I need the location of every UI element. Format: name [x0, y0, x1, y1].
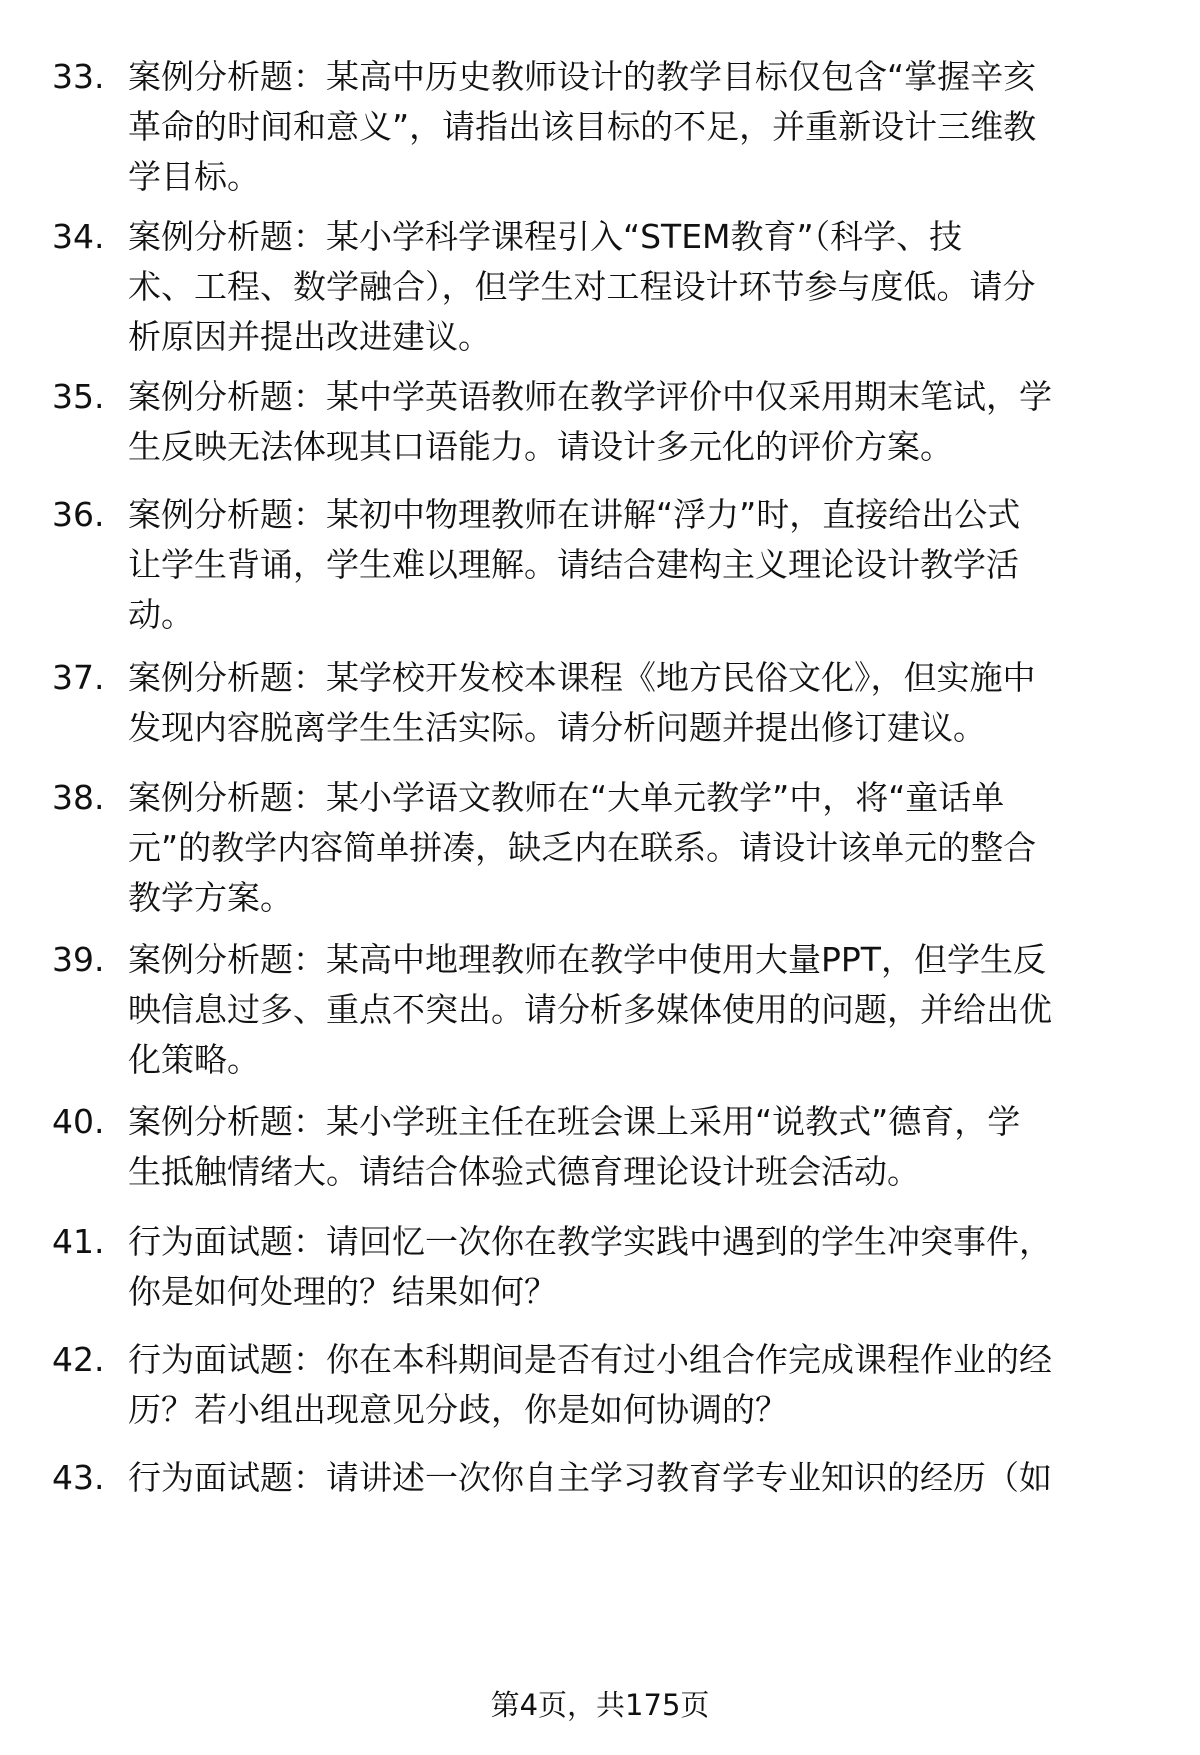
question-text-line: 映信息过多、重点不突出。请分析多媒体使用的问题，并给出优 [128, 990, 1052, 1029]
question-text-line: 生抵触情绪大。请结合体验式德育理论设计班会活动。 [128, 1152, 920, 1191]
page-number-footer: 第4页，共175页 [490, 1688, 710, 1722]
question-text-line: 案例分析题：某初中物理教师在讲解“浮力”时，直接给出公式 [128, 495, 1021, 534]
question-text-line: 行为面试题：请回忆一次你在教学实践中遇到的学生冲突事件， [128, 1222, 1052, 1261]
question-text-line: 析原因并提出改进建议。 [128, 317, 491, 356]
question-text-line: 革命的时间和意义”，请指出该目标的不足，并重新设计三维教 [128, 107, 1037, 146]
question-text-line: 历？若小组出现意见分歧，你是如何协调的？ [128, 1390, 788, 1429]
question-text-line: 元”的教学内容简单拼凑，缺乏内在联系。请设计该单元的整合 [128, 828, 1037, 867]
question-text-line: 案例分析题：某高中地理教师在教学中使用大量PPT，但学生反 [128, 940, 1046, 979]
question-number: 40. [52, 1102, 105, 1141]
question-number: 34. [52, 217, 105, 256]
question-item [52, 1335, 1152, 1435]
question-text-line: 案例分析题：某高中历史教师设计的教学目标仅包含“掌握辛亥 [128, 57, 1037, 96]
question-text-line: 案例分析题：某小学班主任在班会课上采用“说教式”德育，学 [128, 1102, 1021, 1141]
question-text-line: 发现内容脱离学生生活实际。请分析问题并提出修订建议。 [128, 708, 986, 747]
question-number: 41. [52, 1222, 105, 1261]
question-text-line: 案例分析题：某中学英语教师在教学评价中仅采用期末笔试，学 [128, 377, 1052, 416]
question-item [52, 935, 1152, 1085]
question-text-line: 术、工程、数学融合），但学生对工程设计环节参与度低。请分 [128, 267, 1036, 306]
question-number: 38. [52, 778, 105, 817]
question-number: 39. [52, 940, 105, 979]
question-text-line: 案例分析题：某学校开发校本课程《地方民俗文化》，但实施中 [128, 658, 1036, 697]
question-number: 35. [52, 377, 105, 416]
question-item [52, 1453, 1152, 1503]
question-item [52, 212, 1152, 362]
question-item [52, 1217, 1152, 1317]
question-text-line: 行为面试题：请讲述一次你自主学习教育学专业知识的经历（如 [128, 1458, 1052, 1497]
question-item [52, 52, 1152, 202]
question-text-line: 教学方案。 [128, 878, 293, 917]
question-text-line: 动。 [128, 595, 194, 634]
question-number: 33. [52, 57, 105, 96]
question-text-line: 案例分析题：某小学语文教师在“大单元教学”中，将“童话单 [128, 778, 1005, 817]
question-number: 43. [52, 1458, 105, 1497]
question-number: 36. [52, 495, 105, 534]
question-item [52, 372, 1152, 472]
question-item [52, 653, 1152, 753]
question-text-line: 化策略。 [128, 1040, 260, 1079]
question-item [52, 773, 1152, 923]
question-item [52, 490, 1152, 640]
question-text-line: 案例分析题：某小学科学课程引入“STEM教育”（科学、技 [128, 217, 963, 256]
question-item [52, 1097, 1152, 1197]
question-number: 42. [52, 1340, 105, 1379]
question-text-line: 让学生背诵，学生难以理解。请结合建构主义理论设计教学活 [128, 545, 1019, 584]
question-text-line: 你是如何处理的？结果如何？ [128, 1272, 557, 1311]
question-text-line: 学目标。 [128, 157, 260, 196]
question-number: 37. [52, 658, 105, 697]
question-text-line: 行为面试题：你在本科期间是否有过小组合作完成课程作业的经 [128, 1340, 1052, 1379]
question-text-line: 生反映无法体现其口语能力。请设计多元化的评价方案。 [128, 427, 953, 466]
